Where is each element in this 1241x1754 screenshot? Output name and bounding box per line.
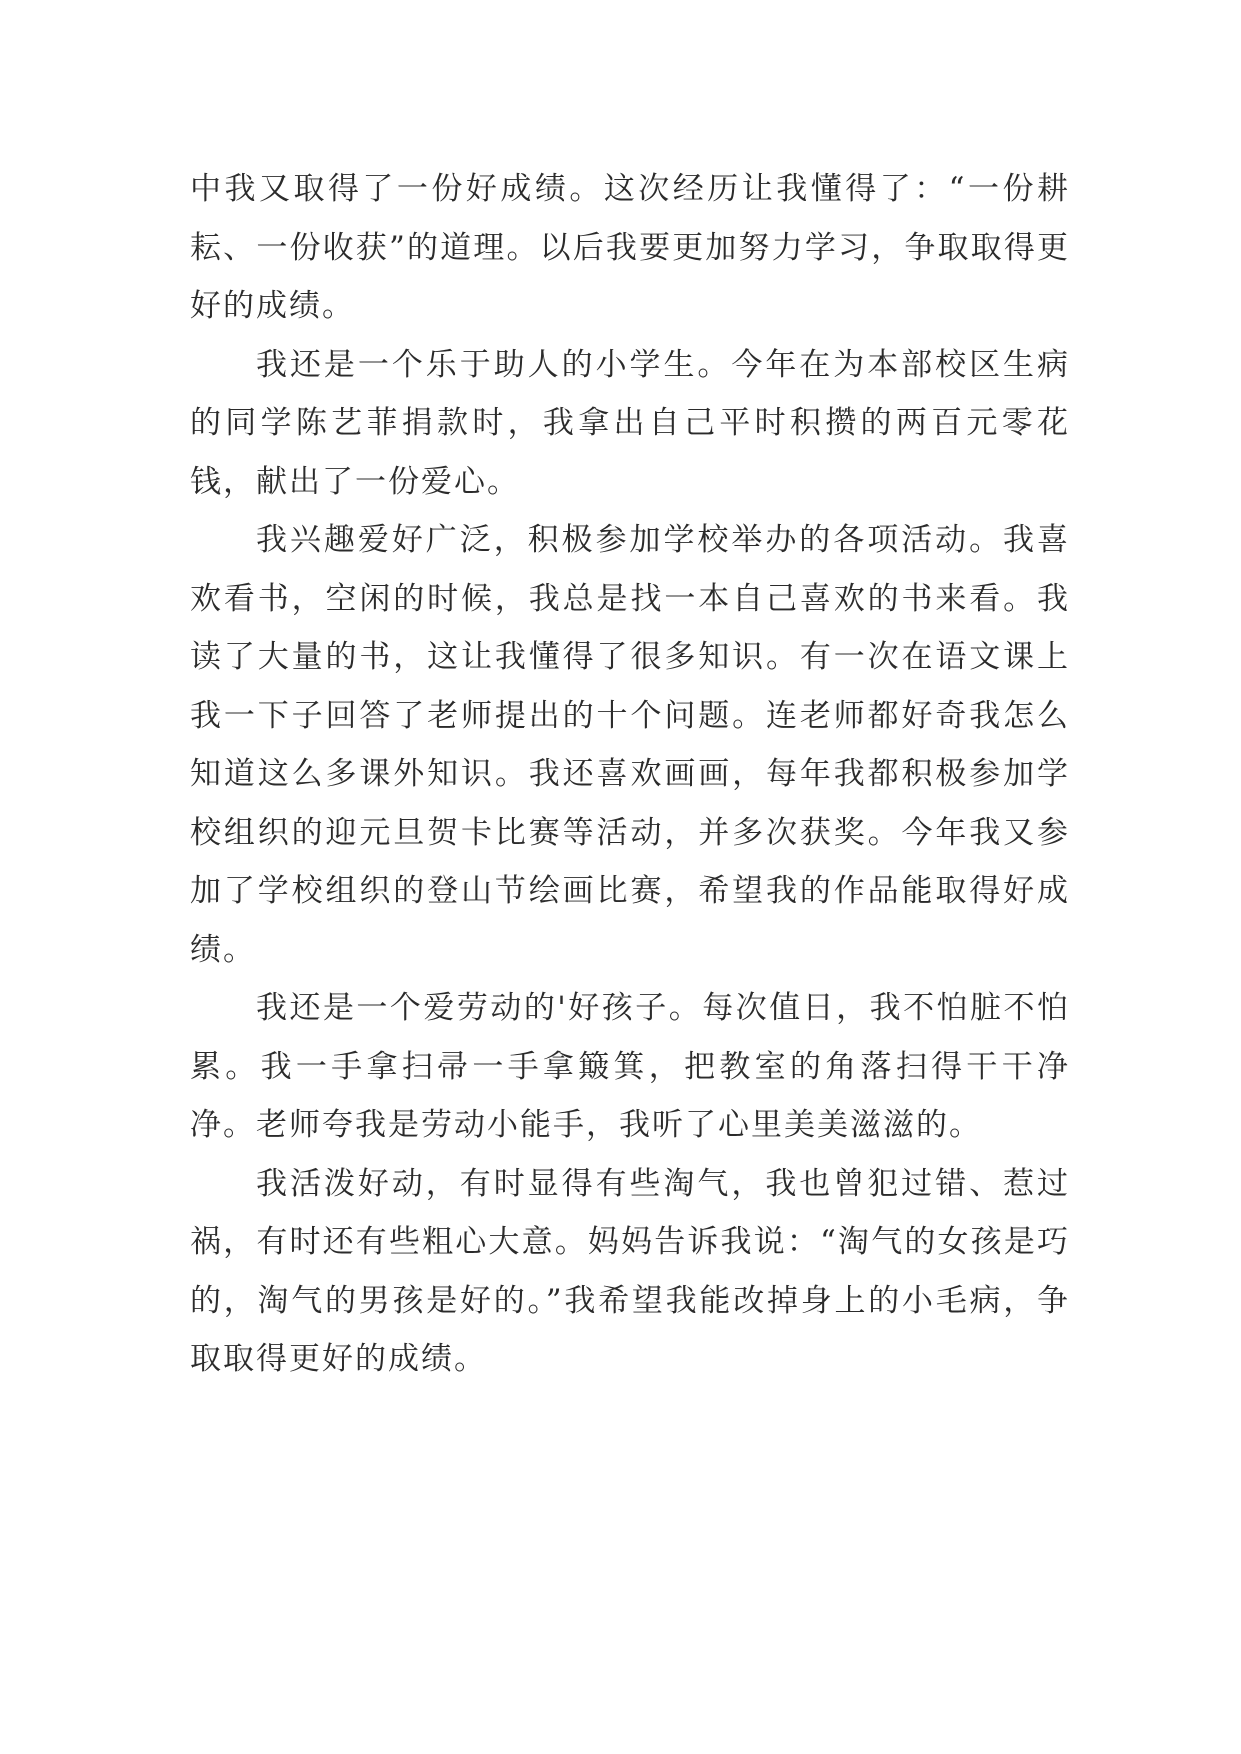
paragraph-3: 我兴趣爱好广泛，积极参加学校举办的各项活动。我喜欢看书，空闲的时候，我总是找一本自己喜欢的书来看。我读了大量的书，这让我懂得了很多知识。有一次在语文课上我一下子回答了老师提出的十个问题。连老师都好奇我怎么知道这么多课外知识。我还喜欢画画，每年我都积极参加学校组织的迎元旦贺卡比赛等活动，并多次获奖。今年我又参加了学校组织的登山节绘画比赛，希望我的作品能取得好成绩。	[190, 522, 1070, 968]
paragraph-5: 我活泼好动，有时显得有些淘气，我也曾犯过错、惹过祸，有时还有些粗心大意。妈妈告诉我说：“淘气的女孩是巧的，淘气的男孩是好的。”我希望我能改掉身上的小毛病，争取取得更好的成绩。	[190, 1165, 1070, 1377]
paragraph-2: 我还是一个乐于助人的小学生。今年在为本部校区生病的同学陈艺菲捐款时，我拿出自己平时积攒的两百元零花钱，献出了一份爱心。	[190, 346, 1070, 500]
body-text	[190, 160, 1070, 1389]
paragraph-4: 我还是一个爱劳动的'好孩子。每次值日，我不怕脏不怕累。我一手拿扫帚一手拿簸箕，把教室的角落扫得干干净净。老师夸我是劳动小能手，我听了心里美美滋滋的。	[190, 990, 1070, 1143]
paragraph-1: 中我又取得了一份好成绩。这次经历让我懂得了：“一份耕耘、一份收获”的道理。以后我要更加努力学习，争取取得更好的成绩。	[190, 171, 1070, 324]
